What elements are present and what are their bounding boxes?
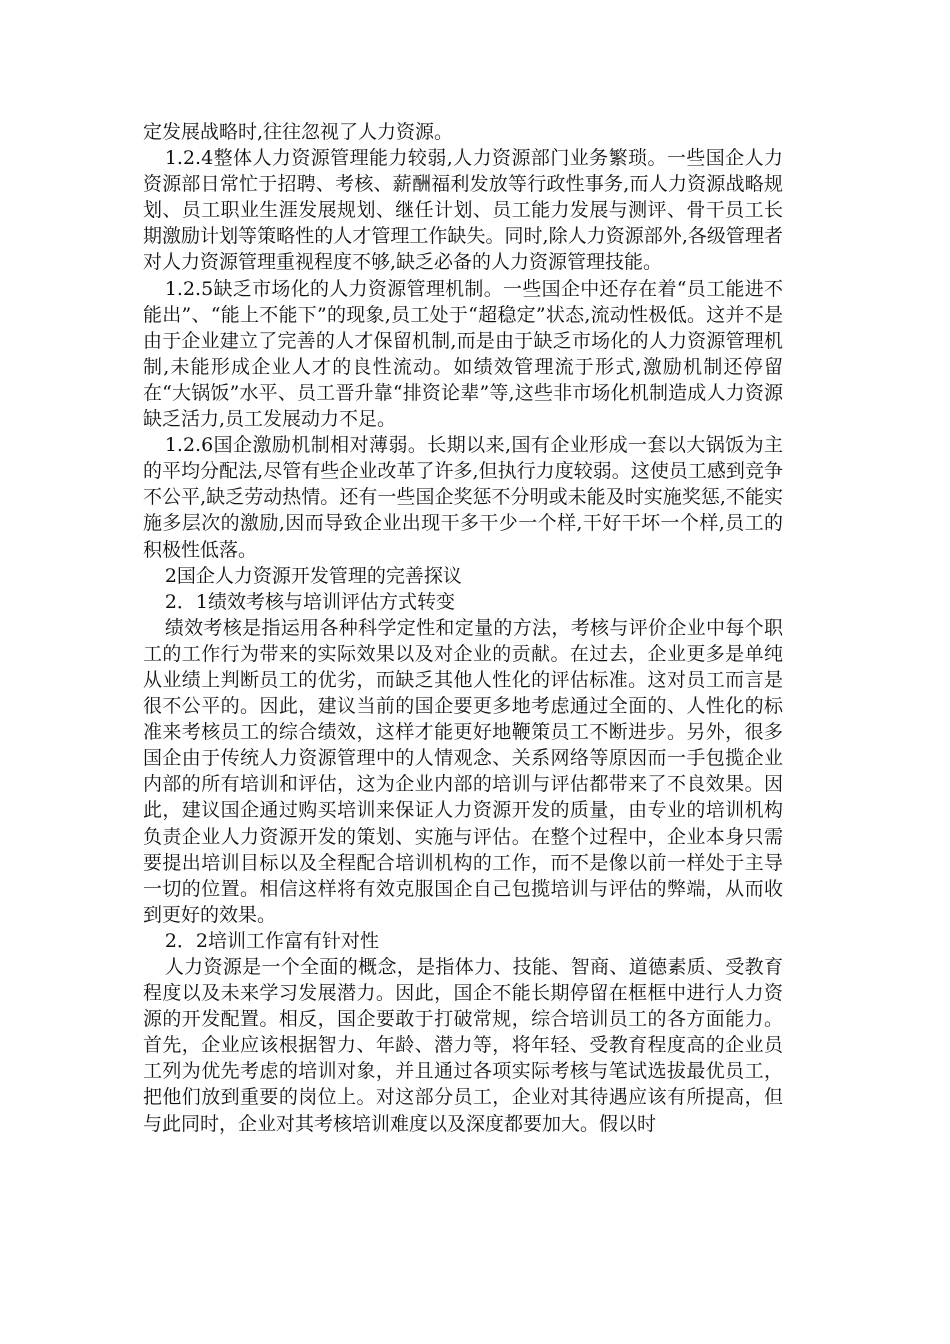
section-heading-2: 2国企人力资源开发管理的完善探议: [164, 564, 462, 587]
body-text: [143, 119, 783, 1137]
paragraph-2-2: 人力资源是一个全面的概念，是指体力、技能、智商、道德素质、受教育程度以及未来学习发展潜力。因此，国企不能长期停留在框框中进行人力资源的开发配置。相反，国企要敢于打破常规，综合培训员工的各方面能力。首先，企业应该根据智力、年龄、潜力等，将年轻、受教育程度高的企业员工列为优先考虑的培训对象，并且通过各项实际考核与笔试选拔最优员工，把他们放到重要的岗位上。对这部分员工，企业对其待遇应该有所提高，但与此同时，企业对其考核培训难度以及深度都要加大。假以时: [143, 956, 783, 1135]
paragraph-1-2-5: 1.2.5缺乏市场化的人力资源管理机制。一些国企中还存在着“员工能进不能出”、“能上不能下”的现象,员工处于“超稳定”状态,流动性极低。这并不是由于企业建立了完善的人才保留机制,而是由于缺乏市场化的人力资源管理机制,未能形成企业人才的良性流动。如绩效管理流于形式,激励机制还停留在“大锅饭”水平、员工晋升靠“排资论辈”等,这些非市场化机制造成人力资源缺乏活力,员工发展动力不足。: [143, 277, 783, 431]
paragraph-1-2-6: 1.2.6国企激励机制相对薄弱。长期以来,国有企业形成一套以大锅饭为主的平均分配法,尽管有些企业改革了许多,但执行力度较弱。这使员工感到竞争不公平,缺乏劳动热情。还有一些国企奖惩不分明或未能及时实施奖惩,不能实施多层次的激励,因而导致企业出现干多干少一个样,干好干坏一个样,员工的积极性低落。: [143, 434, 783, 561]
subsection-heading-2-2: 2．2培训工作富有针对性: [164, 929, 380, 952]
paragraph-1-2-4: 1.2.4整体人力资源管理能力较弱,人力资源部门业务繁琐。一些国企人力资源部日常忙于招聘、考核、薪酬福利发放等行政性事务,而人力资源战略规划、员工职业生涯发展规划、继任计划、员工能力发展与测评、骨干员工长期激励计划等策略性的人才管理工作缺失。同时,除人力资源部外,各级管理者对人力资源管理重视程度不够,缺乏必备的人力资源管理技能。: [143, 147, 783, 274]
paragraph-continuation: 定发展战略时,往往忽视了人力资源。: [143, 121, 454, 143]
subsection-heading-2-1: 2．1绩效考核与培训评估方式转变: [164, 590, 456, 613]
paragraph-2-1: 绩效考核是指运用各种科学定性和定量的方法，考核与评价企业中每个职工的工作行为带来的实际效果以及对企业的贡献。在过去，企业更多是单纯从业绩上判断员工的优劣，而缺乏其他人性化的评估标准。这对员工而言是很不公平的。因此，建议当前的国企要更多地考虑通过全面的、人性化的标准来考核员工的综合绩效，这样才能更好地鞭策员工不断进步。另外，很多国企由于传统人力资源管理中的人情观念、关系网络等原因而一手包揽企业内部的所有培训和评估，这为企业内部的培训与评估都带来了不良效果。因此，建议国企通过购买培训来保证人力资源开发的质量，由专业的培训机构负责企业人力资源开发的策划、实施与评估。在整个过程中，企业本身只需要提出培训目标以及全程配合培训机构的工作，而不是像以前一样处于主导一切的位置。相信这样将有效克服国企自己包揽培训与评估的弊端，从而收到更好的效果。: [143, 616, 783, 926]
